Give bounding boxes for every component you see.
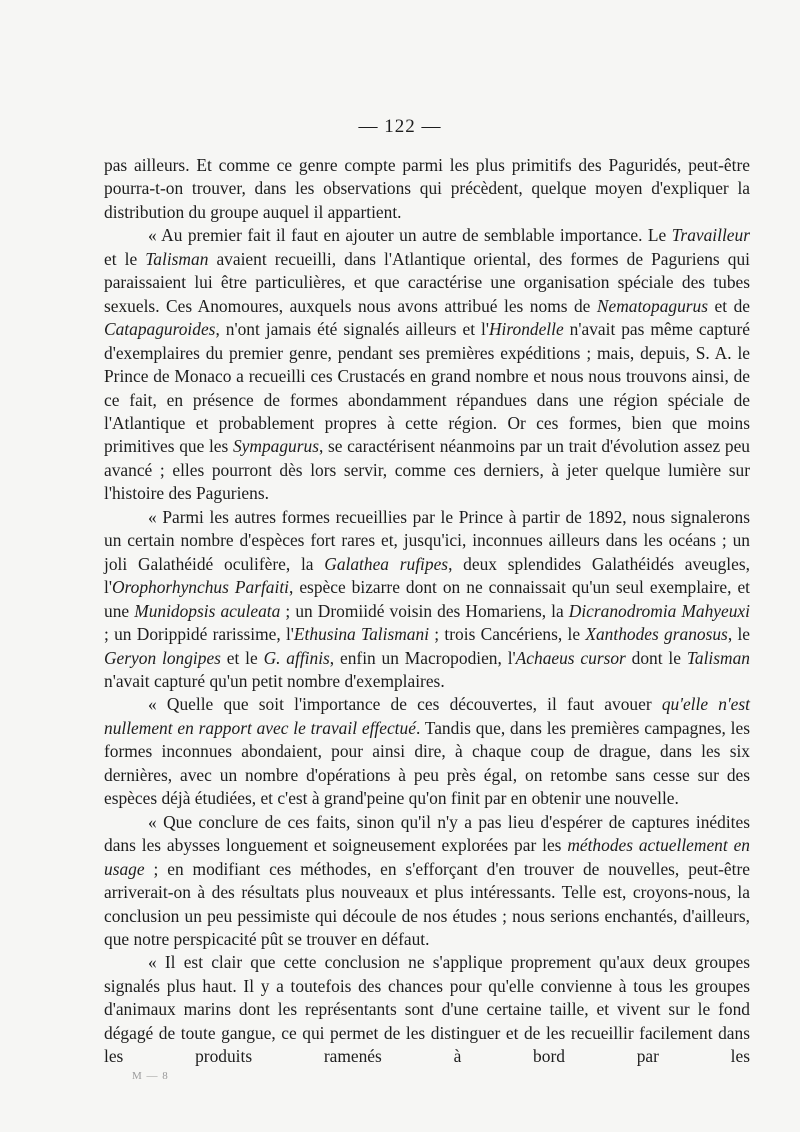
paragraph-6: « Il est clair que cette conclusion ne s'applique proprement qu'aux deux groupes signalés plus haut. Il y a toutefois des chances pour qu'elle convienne à tous les groupes d'animaux marins dont les représentants sont d'une certaine taille, et vivent sur le fond dégagé de toute gangue, ce qui permet de les distinguer et de les recueillir facilement dans les produits ramenés à bord par les xyxy=(104,952,750,1067)
page-number: — 122 — xyxy=(358,116,442,137)
paragraph-5: « Que conclure de ces faits, sinon qu'il n'y a pas lieu d'espérer de captures inédites dans les abysses longuement et soigneusement explorées par les méthodes actuellement en usage ; en modifiant ces méthodes, en s'efforçant d'en trouver de nouvelles, peut-être arriverait-on à des résultats plus nouveaux et plus intéressants. Telle est, croyons-nous, la conclusion un peu pessimiste qui découle de nos études ; nous serions enchantés, d'ailleurs, que notre perspicacité pût se trouver en défaut. xyxy=(104,811,750,949)
paragraph-4: « Quelle que soit l'importance de ces découvertes, il faut avouer qu'elle n'est nullement en rapport avec le travail effectué. Tandis que, dans les premières campagnes, les formes inconnues abondaient, pour ainsi dire, à chaque coup de drague, dans les six dernières, avec un nombre d'opérations à peu près égal, on retombe sans cesse sur des espèces déjà étudiées, et c'est à grand'peine qu'on finit par en obtenir une nouvelle. xyxy=(104,694,750,809)
paragraph-2: « Au premier fait il faut en ajouter un autre de semblable importance. Le Travailleur et le Talisman avaient recueilli, dans l'Atlantique oriental, des formes de Paguriens qui paraissaient lui être particulières, et que caractérise une organisation spéciale des tubes sexuels. Ces Anomoures, auxquels nous avons attribué les noms de Nematopagurus et de Catapaguroides, n'ont jamais été signalés ailleurs et l'Hirondelle n'avait pas même capturé d'exemplaires du premier genre, pendant ses premières expéditions ; mais, depuis, S. A. le Prince de Monaco a recueilli ces Crustacés en grand nombre et nous nous trouvons ainsi, de ce fait, en présence de formes abondamment répandues dans une région spéciale de l'Atlantique et probablement propres à cette région. Or ces formes, bien que moins primitives que les Sympagurus, se caractérisent néanmoins par un trait d'évolution assez peu avancé ; elles pourront dès lors servir, comme ces derniers, à jeter quelque lumière sur l'histoire des Paguriens. xyxy=(104,225,751,504)
paragraph-1: pas ailleurs. Et comme ce genre compte parmi les plus primitifs des Paguridés, peut-être pourra-t-on trouver, dans les observations qui précèdent, quelque moyen d'expliquer la distribution du groupe auquel il appartient. xyxy=(104,155,750,222)
footer-signature-mark: M — 8 xyxy=(132,1070,169,1082)
paragraph-3: « Parmi les autres formes recueillies par le Prince à partir de 1892, nous signalerons un certain nombre d'espèces fort rares et, jusqu'ici, inconnues ailleurs dans les océans ; un joli Galathéidé oculifère, la Galathea rufipes, deux splendides Galathéidés aveugles, l'Orophorhynchus Parfaiti, espèce bizarre dont on ne connaissait qu'un seul exemplaire, et une Munidopsis aculeata ; un Dromiidé voisin des Homariens, la Dicranodromia Mahyeuxi ; un Dorippidé rarissime, l'Ethusina Talismani ; trois Cancériens, le Xanthodes granosus, le Geryon longipes et le G. affinis, enfin un Macropodien, l'Achaeus cursor dont le Talisman n'avait capturé qu'un petit nombre d'exemplaires. xyxy=(104,506,751,691)
body-text xyxy=(104,154,750,1069)
